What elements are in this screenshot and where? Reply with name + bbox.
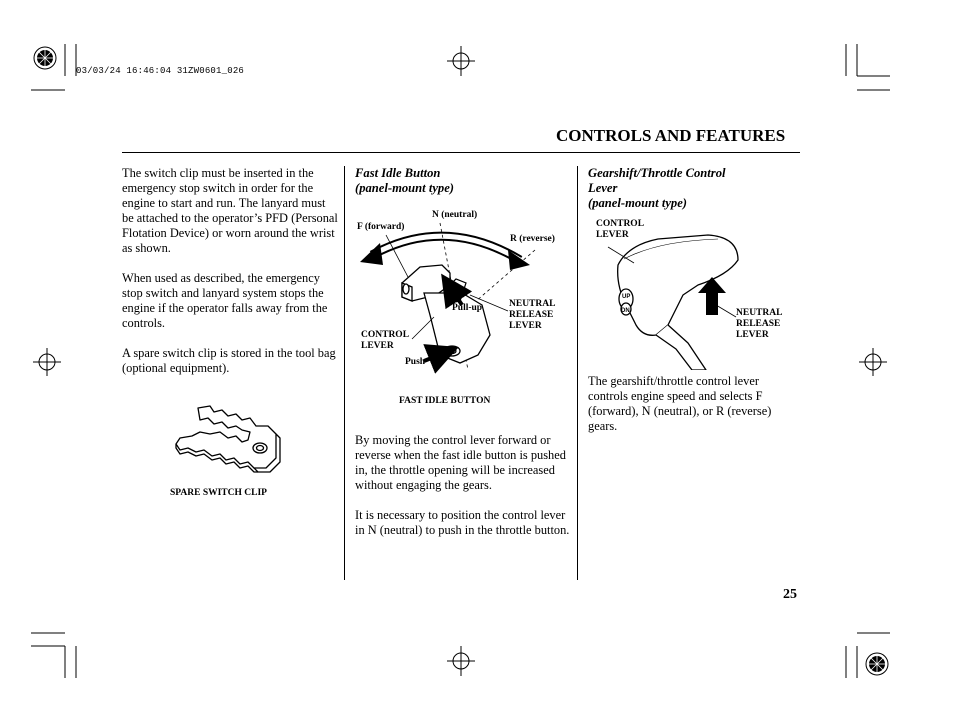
- figure-caption-spare-switch-clip: SPARE SWITCH CLIP: [170, 488, 267, 498]
- page-title: CONTROLS AND FEATURES: [556, 126, 786, 145]
- gearshift-subhead: [588, 166, 800, 211]
- column-divider-2: [577, 166, 578, 580]
- label-line: CONTROL: [361, 330, 410, 340]
- label-gearshift-control-lever: [596, 219, 644, 241]
- paragraph-neutral-required: It is necessary to position the control lever in N (neutral) to push in the throttle button.: [355, 508, 570, 537]
- starburst-mark-top-left: [34, 47, 56, 69]
- label-f-forward: F (forward): [357, 222, 405, 232]
- label-control-lever: [361, 330, 409, 352]
- paragraph-emergency-stop: When used as described, the emergency stop switch and lanyard system stops the engine if the operator falls away from the controls.: [122, 271, 328, 330]
- print-timestamp: 03/03/24 16:46:04 31ZW0601_026: [76, 66, 245, 76]
- label-push: Push: [405, 357, 426, 367]
- label-line: CONTROL: [596, 219, 645, 229]
- paragraph-spare-clip: A spare switch clip is stored in the tool bag (optional equipment).: [122, 346, 336, 375]
- column-divider-1: [344, 166, 345, 580]
- gearshift-subhead-line2: Lever: [588, 181, 618, 195]
- label-pull-up: Pull-up: [452, 303, 483, 313]
- figure-caption-fast-idle-button: FAST IDLE BUTTON: [399, 396, 491, 406]
- fast-idle-subhead: [355, 166, 570, 196]
- column-2-text: [355, 433, 571, 553]
- column-3-text: [588, 374, 800, 449]
- header-rule: [122, 152, 800, 153]
- button-dn-text: DN: [621, 308, 630, 314]
- gearshift-throttle-lever-illustration: [588, 225, 798, 370]
- label-gearshift-neutral-release-lever: [736, 308, 782, 341]
- spare-switch-clip-illustration: [170, 402, 290, 482]
- label-line: RELEASE: [509, 310, 554, 320]
- fast-idle-subhead-line1: Fast Idle Button: [355, 166, 441, 180]
- label-line: LEVER: [736, 330, 769, 340]
- label-line: LEVER: [361, 341, 394, 351]
- label-line: LEVER: [509, 321, 542, 331]
- button-up-text: UP: [622, 294, 631, 300]
- registration-mark-bottom: [447, 646, 475, 676]
- label-line: NEUTRAL: [509, 299, 556, 309]
- column-1-text: [122, 166, 340, 391]
- label-line: NEUTRAL: [736, 308, 783, 318]
- paragraph-gearshift: The gearshift/throttle control lever controls engine speed and selects F (forward), N (neutral), or R (reverse) gears.: [588, 374, 772, 433]
- gearshift-subhead-line1: Gearshift/Throttle Control: [588, 166, 726, 180]
- label-n-neutral: N (neutral): [432, 210, 478, 220]
- label-line: RELEASE: [736, 319, 781, 329]
- gearshift-subhead-line3: (panel-mount type): [588, 196, 687, 210]
- paragraph-switch-clip: The switch clip must be inserted in the emergency stop switch in order for the engine to start and run. The lanyard must be attached to the operator’s PFD (Personal Flotation Device) or worn around the wrist as shown.: [122, 166, 338, 255]
- label-r-reverse: R (reverse): [510, 234, 555, 244]
- page-number: 25: [783, 587, 797, 602]
- starburst-mark-bottom-right: [866, 653, 888, 675]
- label-line: LEVER: [596, 230, 629, 240]
- registration-mark-top: [447, 46, 475, 76]
- paragraph-fast-idle: By moving the control lever forward or reverse when the fast idle button is pushed in, the throttle opening will be increased without engaging the gears.: [355, 433, 566, 492]
- fast-idle-subhead-line2: (panel-mount type): [355, 181, 454, 195]
- label-neutral-release-lever: [509, 299, 555, 332]
- registration-mark-left: [33, 348, 61, 376]
- registration-mark-right: [859, 348, 887, 376]
